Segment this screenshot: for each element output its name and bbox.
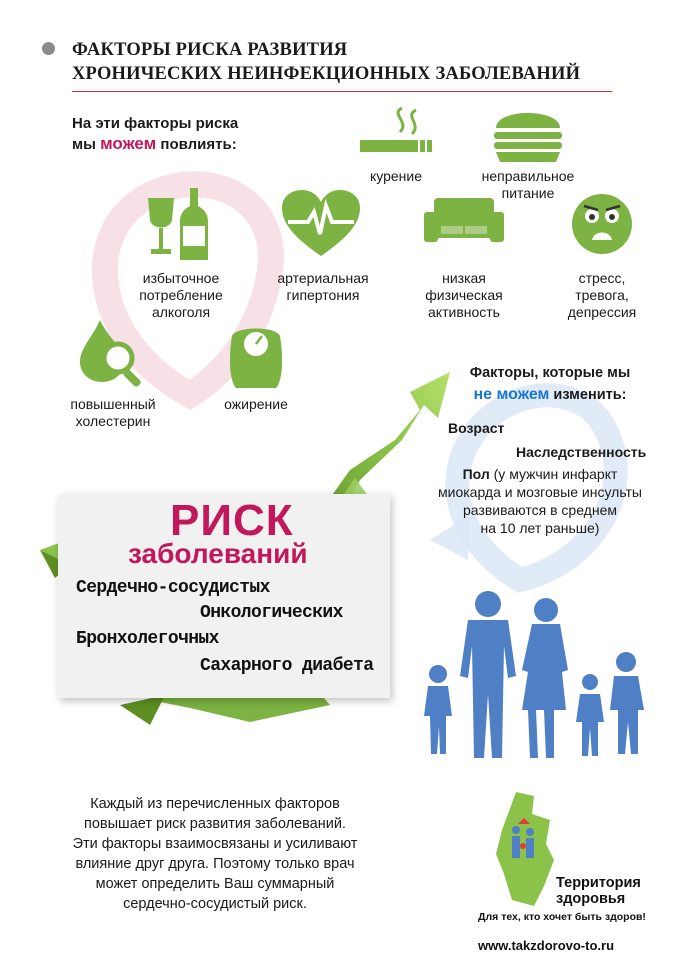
bottom-paragraph [60, 794, 370, 914]
factor-sex-rest-1: (у мужчин инфаркт [489, 466, 618, 482]
title-underline [72, 91, 612, 92]
cannot-change-post: изменить: [553, 387, 627, 403]
logo-name-2: здоровья [556, 891, 626, 907]
title-line-2: ХРОНИЧЕСКИХ НЕИНФЕКЦИОННЫХ ЗАБОЛЕВАНИЙ [72, 64, 581, 84]
label-stress [548, 270, 656, 321]
can-change-post: повлиять: [160, 136, 237, 153]
label-cholesterol-2: холестерин [75, 413, 151, 429]
bottom-line-4: влияние друг друга. Поэтому только врач [75, 856, 355, 872]
scale-icon [226, 320, 286, 390]
label-activity [406, 270, 522, 321]
label-alcohol [126, 270, 236, 321]
bottom-line-6: сердечно-сосудистый риск. [123, 896, 307, 912]
disease-cardio: Сердечно-сосудистых [76, 578, 270, 598]
bottom-line-3: Эти факторы взаимосвязаны и усиливают [72, 836, 358, 852]
label-stress-3: депрессия [567, 304, 637, 320]
label-hypertension-1: артериальная [277, 270, 369, 286]
label-activity-3: активность [428, 304, 500, 320]
bottom-line-5: может определить Ваш суммарный [95, 876, 335, 892]
label-obesity: ожирение [224, 396, 288, 412]
label-stress-1: стресс, [578, 270, 626, 286]
label-alcohol-3: алкоголя [151, 304, 211, 320]
disease-diabetes: Сахарного диабета [200, 656, 374, 676]
cannot-change-heading [430, 362, 670, 406]
family-silhouette-illustration [420, 586, 660, 766]
risk-subtitle: заболеваний [128, 538, 308, 569]
sofa-icon [424, 196, 504, 246]
wine-bottle-icon [146, 186, 210, 262]
title-bullet [42, 42, 55, 55]
logo-slogan: Для тех, кто хочет быть здоров! [478, 911, 646, 923]
label-hypertension [264, 270, 382, 304]
disease-broncho: Бронхолегочных [76, 629, 219, 649]
factor-sex-bold: Пол [462, 466, 490, 482]
title-line-1: ФАКТОРЫ РИСКА РАЗВИТИЯ [72, 40, 348, 60]
cannot-change-line2 [430, 384, 670, 406]
factor-sex-line2: миокарда и мозговые инсульты [438, 484, 642, 500]
label-stress-2: тревога, [575, 287, 629, 303]
can-change-pre: мы [72, 136, 96, 153]
label-alcohol-2: потребление [139, 287, 223, 303]
can-change-line1: На эти факторы риска [72, 115, 239, 132]
label-activity-1: низкая [442, 270, 486, 286]
can-change-heading [72, 114, 238, 155]
factor-sex-line4: на 10 лет раньше) [480, 520, 600, 536]
label-hypertension-2: гипертония [286, 287, 360, 303]
label-alcohol-1: избыточное [142, 270, 220, 286]
label-cholesterol-1: повышенный [70, 396, 156, 412]
bottom-line-1: Каждый из перечисленных факторов [90, 796, 340, 812]
website-link[interactable]: www.takzdorovo-to.ru [478, 938, 615, 953]
cannot-change-line1: Факторы, которые мы [469, 365, 631, 381]
label-nutrition-2: питание [501, 185, 555, 201]
factor-sex-line1 [420, 465, 660, 483]
cholesterol-drop-icon [78, 318, 150, 390]
factor-sex-line3: развиваются в среднем [463, 502, 617, 518]
cigarette-icon [360, 106, 436, 154]
label-smoking: курение [369, 168, 423, 184]
territory-logo-icon [494, 790, 556, 908]
cannot-change-accent: не можем [473, 386, 550, 403]
can-change-line2 [72, 134, 238, 155]
can-change-accent: можем [100, 134, 157, 153]
stressed-face-icon [570, 192, 634, 256]
page-title [72, 38, 580, 86]
logo-name-1: Территория [556, 875, 641, 891]
factor-age: Возраст [448, 420, 505, 436]
label-activity-2: физическая [425, 287, 503, 303]
factor-heredity: Наследственность [516, 444, 647, 460]
burger-icon [492, 104, 564, 164]
bottom-line-2: повышает риск развития заболеваний. [84, 816, 346, 832]
factor-sex [420, 465, 660, 537]
label-nutrition-1: неправильное [481, 168, 575, 184]
logo-name [556, 875, 641, 907]
risk-title: РИСК [170, 496, 294, 545]
disease-onco: Онкологических [200, 603, 343, 623]
heart-pulse-icon [282, 190, 360, 258]
label-cholesterol [58, 396, 168, 430]
